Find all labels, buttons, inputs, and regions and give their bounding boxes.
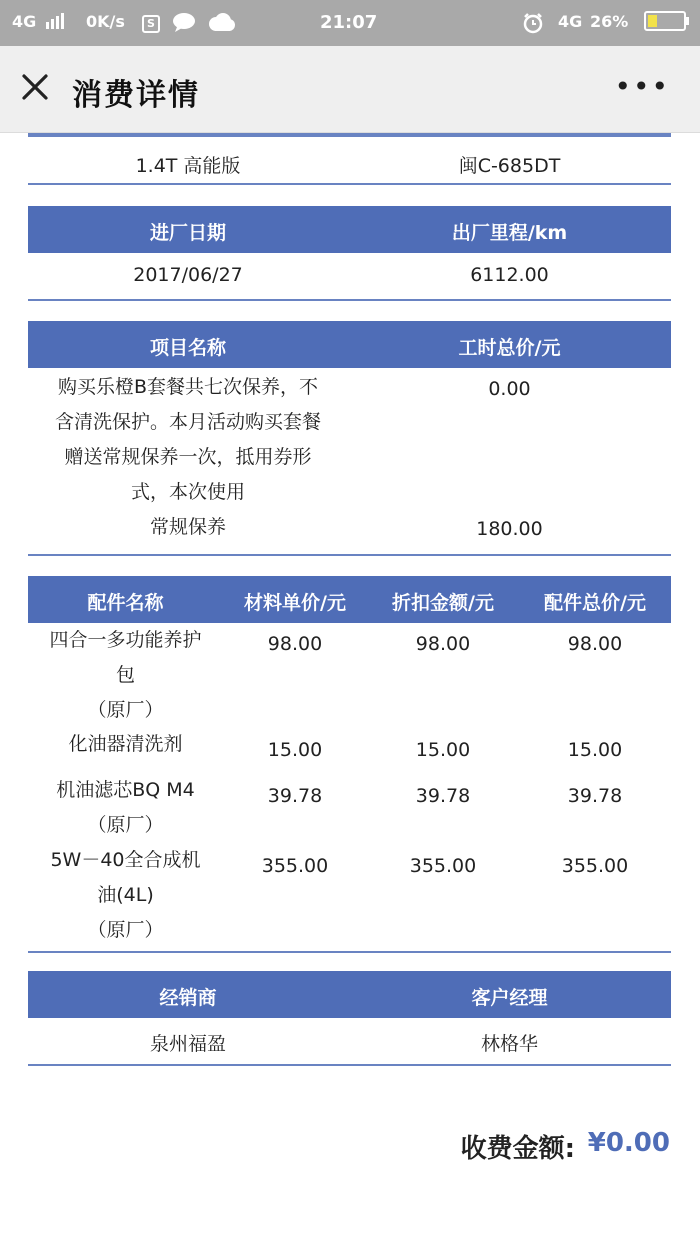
service-item-line: 式，本次使用 <box>130 481 245 503</box>
vehicle-plate: 闽C-685DT <box>458 155 561 177</box>
fee-label: 收费金额: <box>460 1134 575 1164</box>
battery-percent: 26% <box>590 12 629 31</box>
account-manager: 林格华 <box>480 1033 538 1055</box>
entry-card <box>28 206 671 301</box>
service-item-price: 0.00 <box>488 378 531 400</box>
service-item-line: 购买乐橙B套餐共七次保养，不 <box>57 376 319 398</box>
labor-price-header: 工时总价/元 <box>458 337 561 359</box>
signal-icon <box>46 13 66 33</box>
part-discount: 15.00 <box>415 739 471 761</box>
unit-price-header: 材料单价/元 <box>244 592 346 614</box>
mileage-header: 出厂里程/km <box>451 222 568 244</box>
service-item-line: 赠送常规保养一次，抵用券形 <box>64 446 312 468</box>
entry-date: 2017/06/27 <box>133 264 243 286</box>
page-title: 消费详情 <box>72 78 200 113</box>
part-name <box>28 843 223 948</box>
cloud-icon <box>206 12 236 36</box>
dealer-header <box>28 971 671 1018</box>
service-item-name <box>28 370 348 510</box>
entry-row <box>28 253 671 299</box>
more-options-button[interactable] <box>614 70 670 103</box>
mileage-value: 6112.00 <box>470 264 549 286</box>
part-name-line: 化油器清洗剂 <box>68 733 183 755</box>
service-items-header <box>28 321 671 368</box>
divider <box>28 951 671 953</box>
part-discount: 355.00 <box>409 855 477 877</box>
service-item-price: 180.00 <box>476 518 543 540</box>
part-total: 15.00 <box>567 739 623 761</box>
part-name-line: （原厂） <box>87 699 164 721</box>
part-unit-price: 98.00 <box>267 633 323 655</box>
divider <box>28 554 671 556</box>
fee-amount: ¥0.00 <box>587 1128 670 1158</box>
dealer-name-header: 经销商 <box>159 987 217 1009</box>
network-right: 4G <box>558 12 583 31</box>
close-icon <box>18 70 52 104</box>
part-name-line: （原厂） <box>87 919 164 941</box>
part-name-line: 机油滤芯BQ M4 <box>56 779 195 801</box>
service-item-name: 常规保养 <box>149 516 226 538</box>
part-name-line: 包 <box>115 664 135 686</box>
network-left <box>12 12 66 33</box>
dealer-row <box>28 1018 671 1064</box>
part-unit-price: 15.00 <box>267 739 323 761</box>
entry-date-header: 进厂日期 <box>149 222 226 244</box>
part-name-line: 四合一多功能养护 <box>49 629 202 651</box>
part-name-line: 5W－40全合成机 <box>50 849 201 871</box>
divider <box>28 1064 671 1066</box>
s-box-icon: S <box>136 12 160 33</box>
alarm-icon <box>522 12 544 38</box>
part-discount: 98.00 <box>415 633 471 655</box>
part-total-header: 配件总价/元 <box>544 592 646 614</box>
more-icon: ••• <box>614 70 670 103</box>
item-name-header: 项目名称 <box>149 337 226 359</box>
part-total: 355.00 <box>561 855 629 877</box>
title-bar <box>0 46 700 133</box>
chat-icon <box>172 12 196 36</box>
parts-header <box>28 576 671 623</box>
dealer-name: 泉州福盈 <box>149 1033 226 1055</box>
account-manager-header: 客户经理 <box>471 987 548 1009</box>
network-left-label: 4G <box>12 12 37 31</box>
entry-header <box>28 206 671 253</box>
service-items-card <box>28 321 671 556</box>
service-items-body <box>28 368 671 554</box>
part-name-line: （原厂） <box>87 814 164 836</box>
discount-header: 折扣金额/元 <box>392 592 494 614</box>
divider <box>28 183 671 185</box>
part-name <box>28 773 223 843</box>
vehicle-row <box>28 137 671 183</box>
dealer-card <box>28 971 671 1066</box>
part-total: 98.00 <box>567 633 623 655</box>
battery-icon <box>638 11 686 31</box>
part-discount: 39.78 <box>415 785 471 807</box>
part-unit-price: 39.78 <box>267 785 323 807</box>
divider <box>28 299 671 301</box>
service-item-line: 含清洗保护。本月活动购买套餐 <box>54 411 321 433</box>
vehicle-card <box>28 133 671 185</box>
part-unit-price: 355.00 <box>261 855 329 877</box>
network-speed: 0K/s <box>86 12 125 31</box>
part-name-line: 油(4L) <box>97 884 154 906</box>
part-name <box>28 727 223 762</box>
vehicle-model: 1.4T 高能版 <box>135 155 241 177</box>
parts-body <box>28 623 671 951</box>
part-name <box>28 623 223 728</box>
part-total: 39.78 <box>567 785 623 807</box>
part-name-header: 配件名称 <box>87 592 164 614</box>
close-button[interactable] <box>18 70 52 104</box>
parts-card <box>28 576 671 953</box>
clock: 21:07 <box>320 12 378 33</box>
status-bar <box>0 0 700 46</box>
